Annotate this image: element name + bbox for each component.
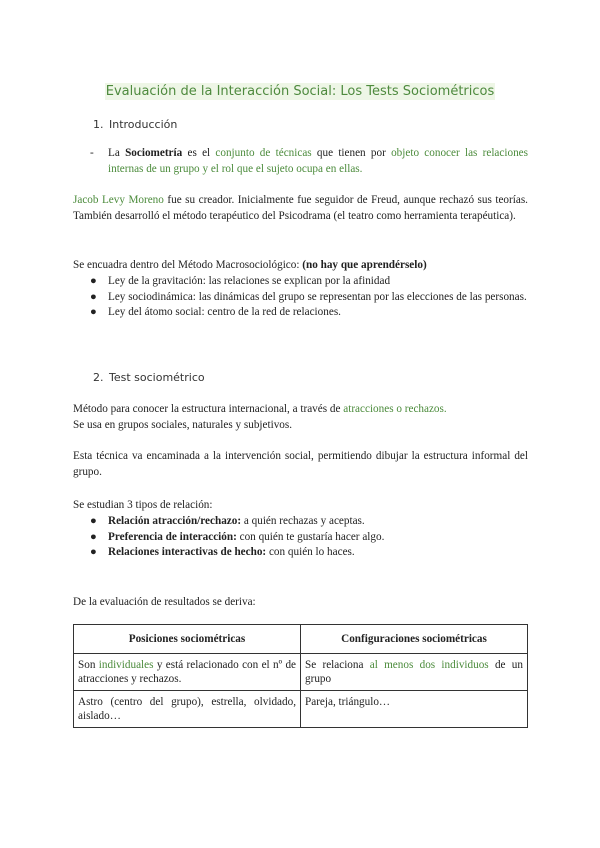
dash-marker: - [90, 147, 94, 159]
list-item: ● Preferencia de interacción: con quién te gustaría hacer algo. [90, 530, 528, 546]
table-row [74, 654, 528, 691]
frame-paragraph: Se encuadra dentro del Método Macrosociológico: (no hay que aprendérselo) [73, 259, 427, 271]
table-cell: Se relaciona al menos dos individuos de un grupo [301, 654, 528, 691]
section-label: Introducción [109, 118, 178, 131]
list-item: ● Ley del átomo social: centro de la red de relaciones. [90, 305, 528, 321]
list-item: ● Ley de la gravitación: las relaciones se explican por la afinidad [90, 274, 528, 290]
bullet-icon: ● [90, 290, 97, 303]
laws-list [90, 274, 528, 321]
table-cell: Astro (centro del grupo), estrella, olvidado, aislado… [74, 691, 301, 728]
bullet-icon: ● [90, 546, 97, 558]
section-number: 1. [93, 118, 104, 131]
eval-intro: De la evaluación de resultados se deriva: [73, 596, 256, 608]
document-title: Evaluación de la Interacción Social: Los Tests Sociométricos [105, 84, 495, 99]
table-cell: Son individuales y está relacionado con el nº de atracciones y rechazos. [74, 654, 301, 691]
bullet-icon: ● [90, 275, 97, 287]
definition-item [90, 146, 528, 177]
term-sociometria: Sociometría [125, 147, 183, 159]
usage-text: Se usa en grupos sociales, naturales y subjetivos. [73, 418, 293, 431]
highlight-atracciones: atracciones o rechazos. [343, 403, 447, 415]
list-item: ● Relaciones interactivas de hecho: con quién lo haces. [90, 545, 528, 561]
table-cell: Pareja, triángulo… [301, 691, 528, 728]
section-label: Test sociométrico [109, 371, 205, 384]
frame-note: (no hay que aprendérselo) [302, 259, 427, 271]
list-item: ● Relación atracción/rechazo: a quién rechazas y aceptas. [90, 514, 528, 530]
bullet-icon: ● [90, 530, 97, 543]
list-item: ● Ley sociodinámica: las dinámicas del grupo se representan por las elecciones de las personas. [90, 290, 528, 306]
bullet-icon: ● [90, 515, 97, 527]
table-row [74, 691, 528, 728]
highlight-objeto: objeto conocer las relaciones internas de un grupo y el rol que el sujeto ocupa en ellas. [108, 147, 528, 175]
creator-paragraph: Jacob Levy Moreno fue su creador. Inicialmente fue seguidor de Freud, aunque rechazó sus teorías. También desarrolló el método terapéutico del Psicodrama (el teatro como herramienta terapéutica). [73, 194, 528, 222]
section-number: 2. [93, 371, 104, 384]
aim-paragraph: Esta técnica va encaminada a la intervención social, permitiendo dibujar la estructura informal del grupo. [73, 450, 528, 478]
highlight-conjunto: conjunto de técnicas [215, 147, 312, 159]
section-heading-test [93, 371, 205, 384]
types-intro: Se estudian 3 tipos de relación: [73, 499, 213, 511]
method-paragraph: Método para conocer la estructura internacional, a través de atracciones o rechazos. Se usa en grupos sociales, naturales y subjetivos. [73, 403, 447, 431]
definition-text: La Sociometría es el conjunto de técnicas que tienen por objeto conocer las relaciones internas de un grupo y el rol que el sujeto ocupa en ellas. [108, 147, 528, 175]
table-header: Configuraciones sociométricas [301, 625, 528, 654]
bullet-icon: ● [90, 306, 97, 318]
section-heading-introduccion [93, 118, 177, 131]
table-header-row [74, 625, 528, 654]
sociometric-table [73, 624, 528, 728]
creator-name: Jacob Levy Moreno [73, 194, 164, 206]
types-list [90, 514, 528, 561]
table-header: Posiciones sociométricas [74, 625, 301, 654]
